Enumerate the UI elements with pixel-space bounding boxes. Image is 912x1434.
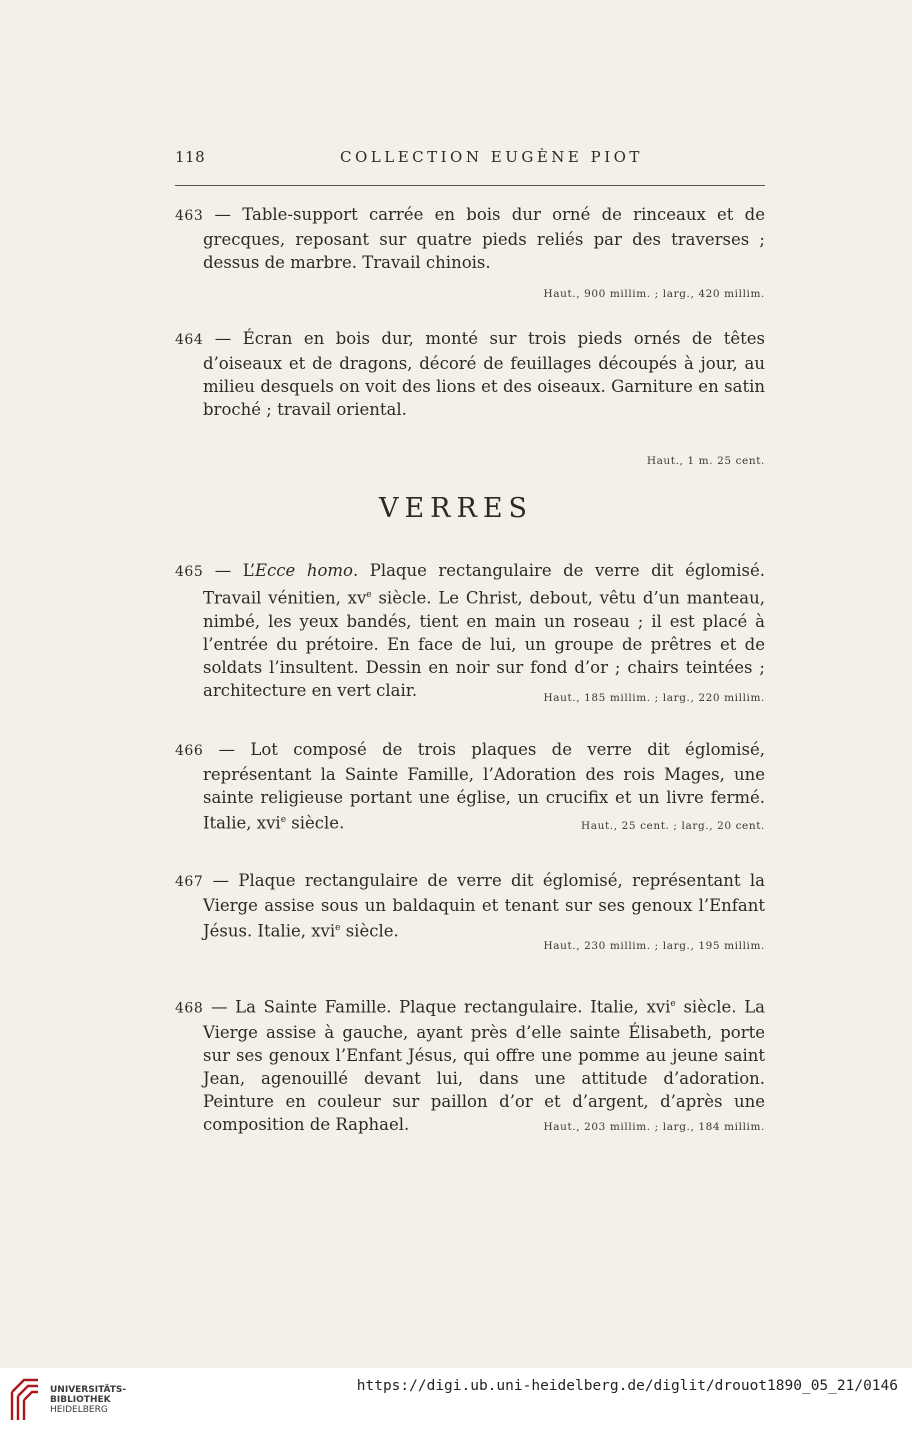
entry-number: 466 <box>175 743 204 759</box>
permalink-url[interactable]: https://digi.ub.uni-heidelberg.de/diglit/drouot1890_05_21/0146 <box>356 1378 898 1394</box>
entry-lead: — L’ <box>214 561 256 580</box>
library-name[interactable] <box>50 1385 126 1415</box>
library-name-line: HEIDELBERG <box>50 1405 108 1415</box>
library-logo-icon[interactable] <box>8 1378 42 1422</box>
entry-text: — Plaque rectangulaire de verre dit églomisé, représentant la Vierge assise sous un baldaquin et tenant sur ses genoux l’Enfant Jésus. Italie, xvi <box>203 871 765 941</box>
entry-text-continued: siècle. <box>340 921 399 941</box>
entry-dimensions: Haut., 203 millim. ; larg., 184 millim. <box>543 1121 765 1133</box>
entry-dimensions: Haut., 900 millim. ; larg., 420 millim. <box>543 288 765 300</box>
page-header <box>175 148 765 172</box>
catalogue-entry-467 <box>175 869 765 952</box>
entry-dimensions: Haut., 230 millim. ; larg., 195 millim. <box>543 940 765 952</box>
page-number: 118 <box>175 148 206 166</box>
entry-number: 465 <box>175 564 204 580</box>
entry-number: 468 <box>175 1000 204 1017</box>
entry-dimensions: Haut., 25 cent. ; larg., 20 cent. <box>580 820 765 832</box>
viewer-footer <box>0 1368 912 1434</box>
superscript: e <box>335 923 341 933</box>
library-name-line: BIBLIOTHEK <box>50 1395 111 1405</box>
catalogue-entry-466 <box>175 738 765 835</box>
superscript: e <box>670 999 676 1009</box>
entry-text: — Table-support carrée en bois dur orné de rinceaux et de grecques, reposant sur quatre pieds reliés par des traverses ; dessus de marbre. Travail chinois. <box>203 205 766 272</box>
entry-text: . Plaque rectangulaire de verre dit églomisé. Travail vénitien, xv <box>203 561 766 608</box>
entry-number: 464 <box>175 332 204 348</box>
entry-dimensions: Haut., 185 millim. ; larg., 220 millim. <box>543 692 765 704</box>
entry-text-continued: siècle. La Vierge assise à gauche, ayant près d’elle sainte Élisabeth, porte sur ses genoux l’Enfant Jésus, qui offre une pomme au jeune saint Jean, agenouillé devant lui, dans une attitude d’adoration. Peinture en couleur sur paillon d’or et d’argent, d’après une composition de Raphael. <box>203 997 765 1134</box>
superscript: e <box>280 815 287 825</box>
catalogue-entry-464 <box>175 327 765 467</box>
entry-text: — Lot composé de trois plaques de verre dit églomisé, représentant la Sainte Famille, l’Adoration des rois Mages, une sainte religieuse portant une église, un crucifix et un livre fermé. Italie, xvi <box>203 740 765 833</box>
entry-title: Ecce homo <box>255 561 353 580</box>
entry-text-continued: siècle. <box>286 813 345 833</box>
catalogue-entry-465 <box>175 559 765 702</box>
section-title: VERRES <box>378 493 534 524</box>
entry-number: 463 <box>175 208 204 224</box>
catalogue-entry-463 <box>175 203 766 300</box>
entry-text: — Écran en bois dur, monté sur trois pieds ornés de têtes d’oiseaux et de dragons, décoré de feuillages découpés à jour, au milieu desquels on voit des lions et des oiseaux. Garniture en satin broché ; travail oriental. <box>203 329 765 419</box>
entry-text-continued: siècle. Le Christ, debout, vêtu d’un manteau, nimbé, les yeux bandés, tient en main un roseau ; il est placé à l’entrée du prétoire. En face de lui, un groupe de prêtres et de soldats l’insultent. Dessin en noir sur fond d’or ; chairs teintées ; architecture en vert clair. <box>203 588 765 700</box>
entry-dimensions: Haut., 1 m. 25 cent. <box>646 455 765 467</box>
entry-text: — La Sainte Famille. Plaque rectangulaire. Italie, xvi <box>210 997 671 1017</box>
header-rule <box>175 185 765 186</box>
superscript: e <box>366 590 372 600</box>
catalogue-entry-468 <box>175 993 765 1136</box>
entry-number: 467 <box>175 874 204 890</box>
library-name-line: UNIVERSITÄTS- <box>50 1385 127 1395</box>
running-title: COLLECTION EUGÈNE PIOT <box>340 148 643 166</box>
